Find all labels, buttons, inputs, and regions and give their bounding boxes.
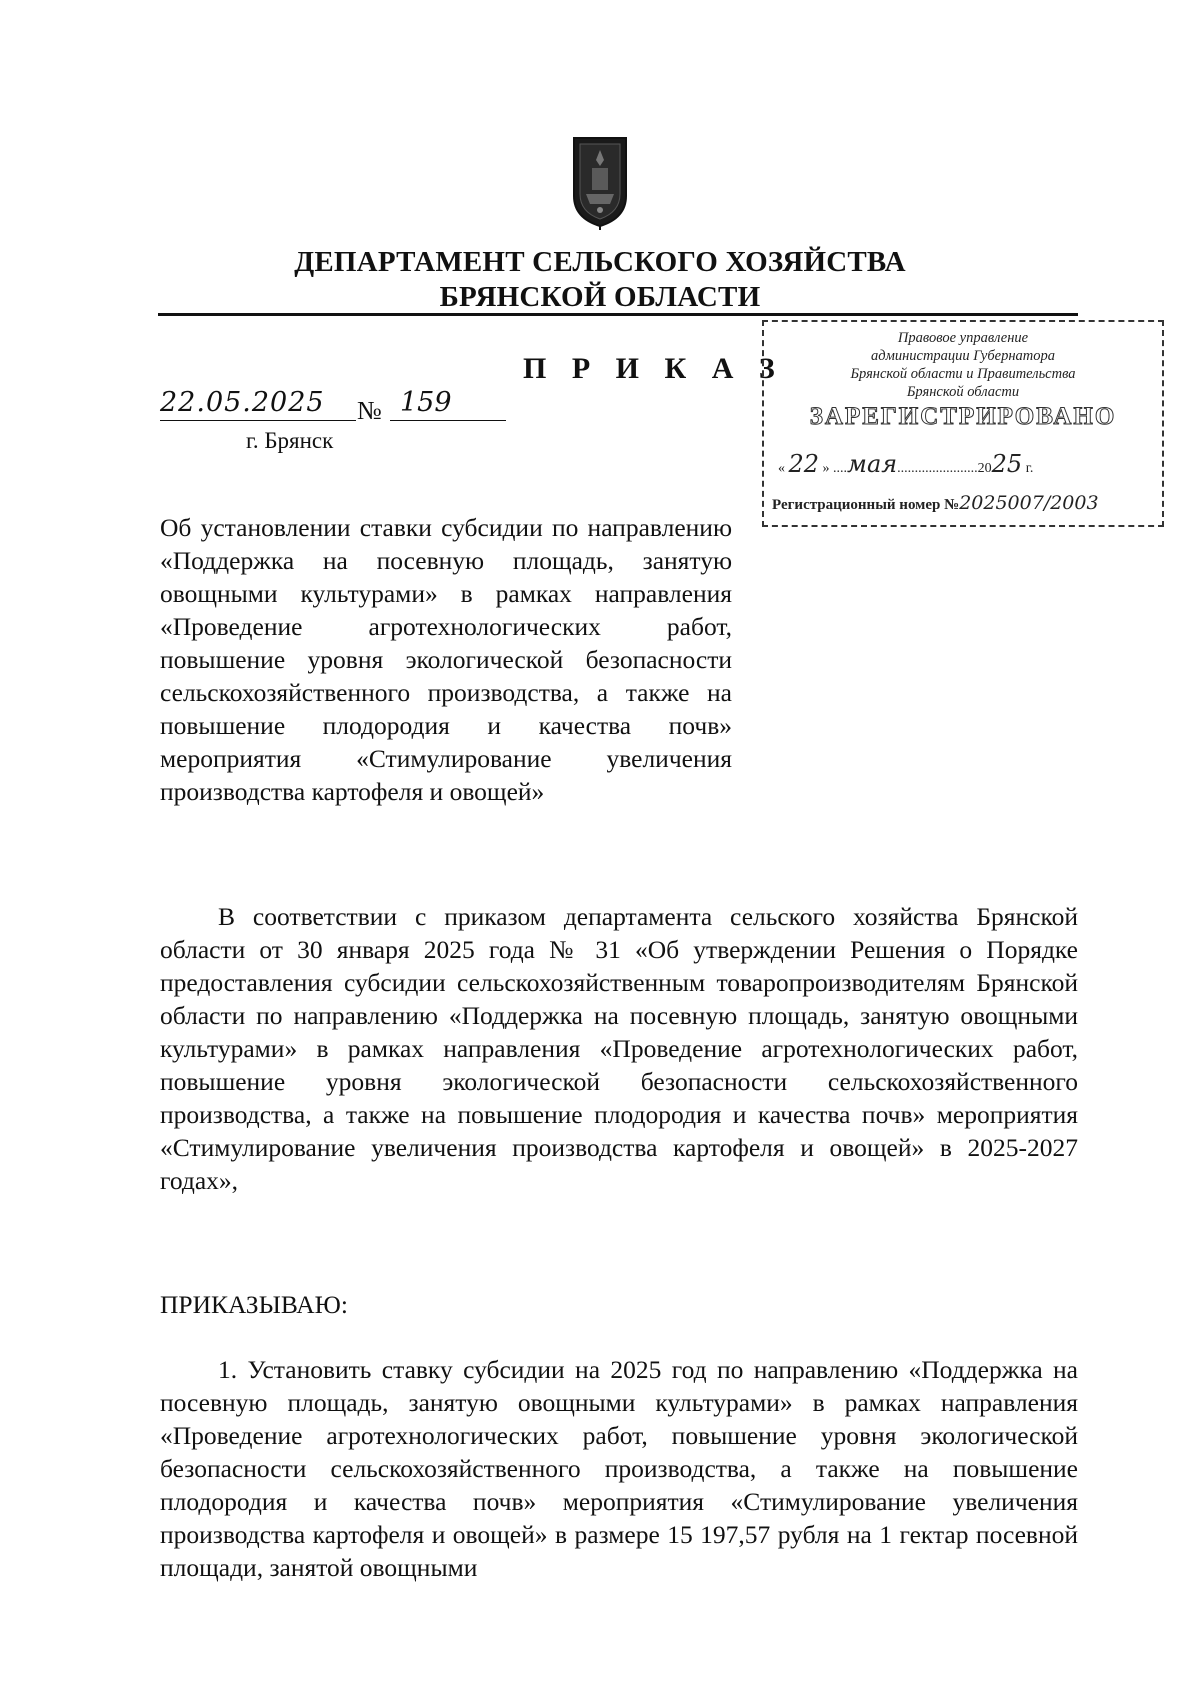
order-subject: Об установлении ставки субсидии по направлению «Поддержка на посевную площадь, занятую овощными культурами» в рамках направления «Проведение агротехнологических работ, повышение уровня экологической безопасности сельскохозяйственного производства, а также на повышение плодородия и качества почв» мероприятия «Стимулирование увеличения производства картофеля и овощей» bbox=[160, 513, 732, 806]
stamp-reg-number: 2025007/2003 bbox=[959, 492, 1099, 514]
stamp-year-prefix: 20 bbox=[977, 461, 992, 476]
order-city: г. Брянск bbox=[246, 428, 334, 453]
stamp-year-mark: г. bbox=[1025, 461, 1034, 476]
stamp-registered-label: ЗАРЕГИСТРИРОВАНО bbox=[809, 403, 1117, 430]
stamp-reg-label: Регистрационный номер № bbox=[772, 497, 960, 513]
stamp-year-suffix: 25 bbox=[991, 450, 1023, 478]
registration-stamp bbox=[762, 320, 1164, 527]
stamp-date: « 22 » ....мая.......................2025 г. bbox=[778, 450, 1034, 478]
department-name-line2: БРЯНСКОЙ ОБЛАСТИ bbox=[439, 281, 761, 313]
stamp-line: Брянской области bbox=[906, 384, 1020, 400]
stamp-line: Правовое управление bbox=[897, 330, 1029, 346]
order-date: 22.05.2025 bbox=[160, 387, 356, 421]
stamp-line: Брянской области и Правительства bbox=[850, 366, 1076, 382]
coat-of-arms-icon bbox=[570, 134, 630, 230]
stamp-month: мая bbox=[847, 450, 898, 478]
department-name-line1: ДЕПАРТАМЕНТ СЕЛЬСКОГО ХОЗЯЙСТВА bbox=[294, 246, 906, 278]
document-title: П Р И К А З bbox=[523, 352, 784, 385]
stamp-day: 22 bbox=[788, 450, 820, 478]
stamp-registration-number bbox=[772, 492, 1160, 514]
point-1-paragraph: 1. Установить ставку субсидии на 2025 год по направлению «Поддержка на посевную площадь, занятую овощными культурами» в рамках направления «Проведение агротехнологических работ, повышение уровня экологической безопасности сельскохозяйственного производства, а также на повышение плодородия и качества почв» мероприятия «Стимулирование увеличения производства картофеля и овощей» в размере 15 197,57 рубля на 1 гектар посевной площади, занятой овощными bbox=[160, 1355, 1078, 1582]
preamble-paragraph: В соответствии с приказом департамента сельского хозяйства Брянской области от 30 января 2025 года № 31 «Об утверждении Решения о Порядке предоставления субсидии сельскохозяйственным товаропроизводителям Брянской области по направлению «Поддержка на посевную площадь, занятую овощными культурами» в рамках направления «Проведение агротехнологических работ, повышение уровня экологической безопасности сельскохозяйственного производства, а также на повышение плодородия и качества почв» мероприятия «Стимулирование увеличения производства картофеля и овощей» в 2025-2027 годах», bbox=[160, 902, 1078, 1195]
header-divider bbox=[158, 313, 1078, 316]
order-number: 159 bbox=[390, 387, 506, 421]
stamp-line: администрации Губернатора bbox=[870, 348, 1056, 364]
decree-word: ПРИКАЗЫВАЮ: bbox=[160, 1290, 348, 1319]
order-number-label: № bbox=[357, 396, 382, 425]
